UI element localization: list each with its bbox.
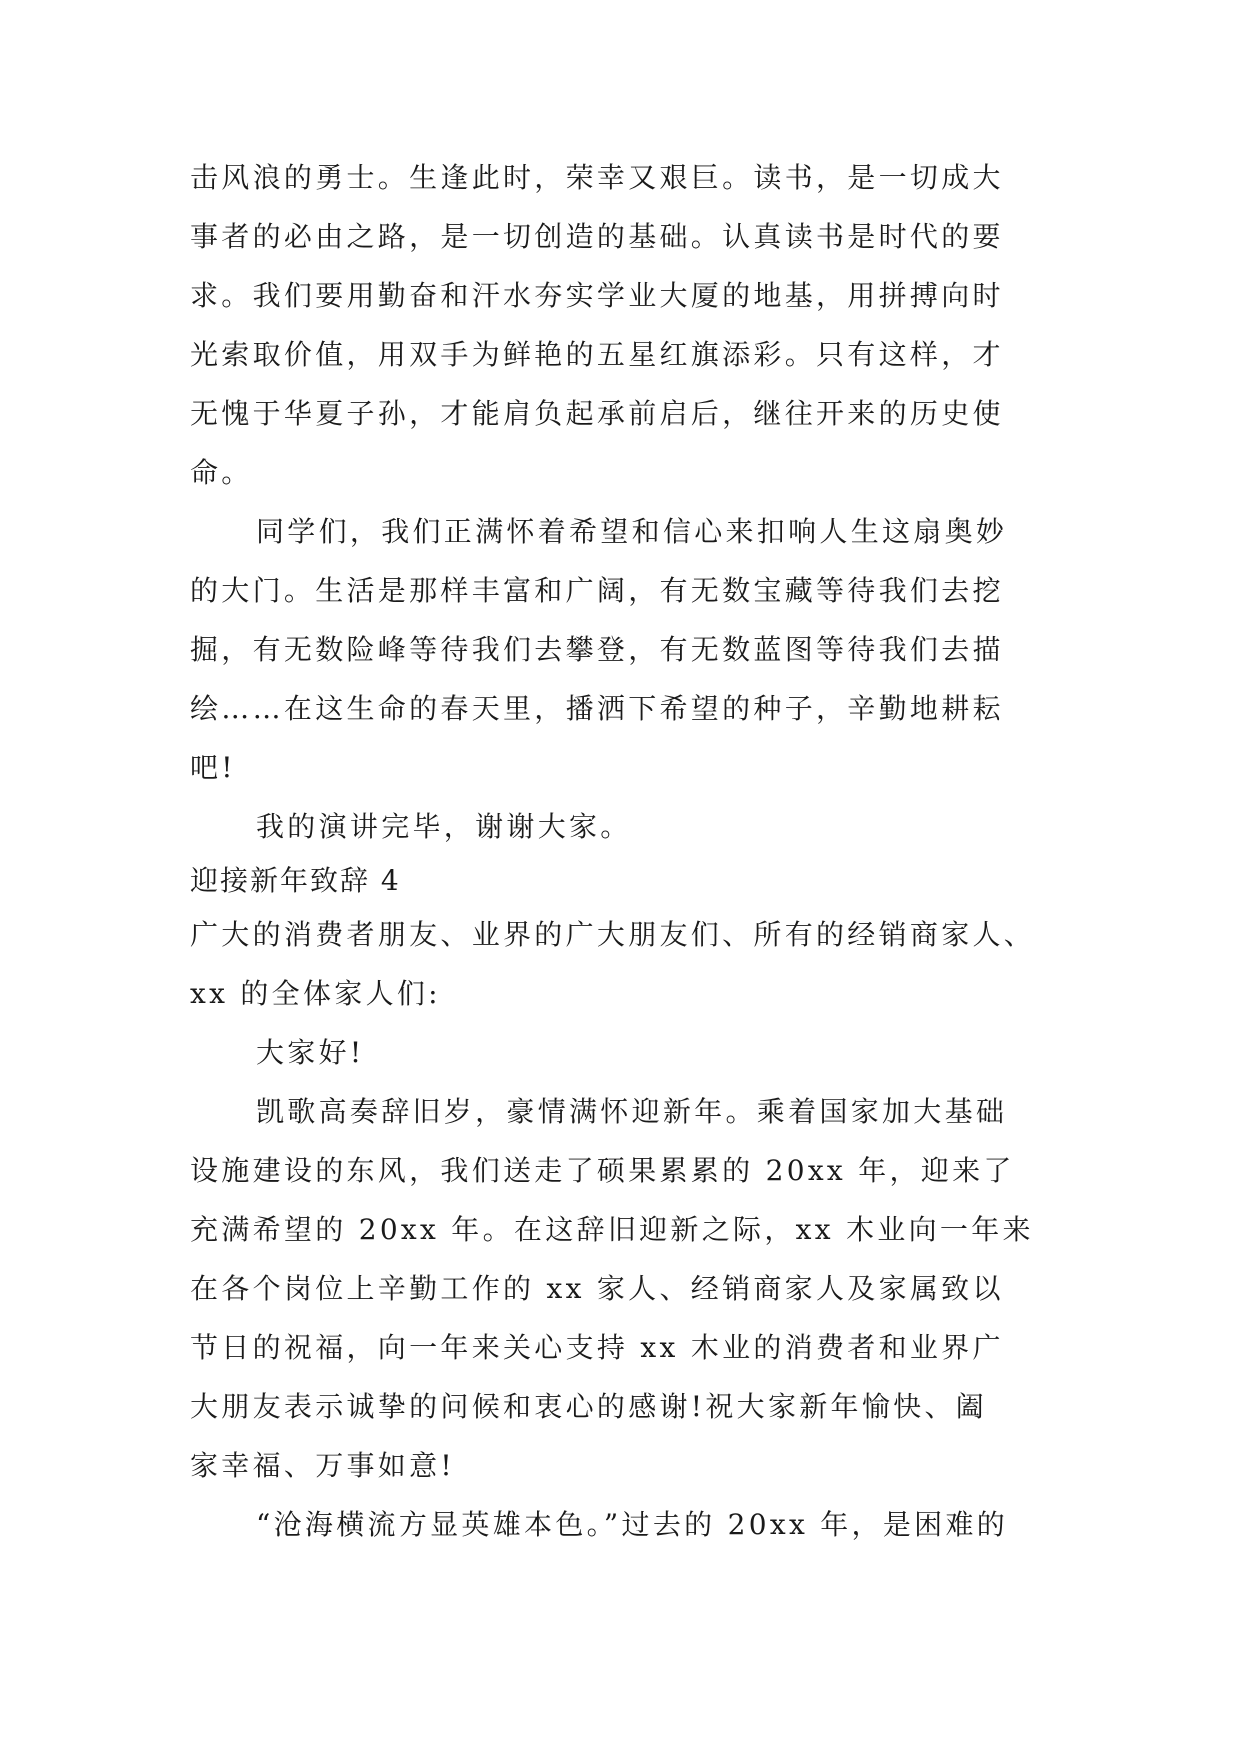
paragraph-start-line: 我的演讲完毕，谢谢大家。	[256, 810, 632, 843]
text-line: 绘……在这生命的春天里，播洒下希望的种子，辛勤地耕耘	[190, 692, 1004, 725]
text-line: 的大门。生活是那样丰富和广阔，有无数宝藏等待我们去挖	[190, 574, 1004, 607]
text-line: 在各个岗位上辛勤工作的 xx 家人、经销商家人及家属致以	[190, 1272, 1004, 1305]
text-line: 击风浪的勇士。生逢此时，荣幸又艰巨。读书，是一切成大	[190, 161, 1004, 194]
document-body	[190, 158, 1052, 1564]
text-line: 无愧于华夏子孙，才能肩负起承前启后，继往开来的历史使	[190, 397, 1004, 430]
paragraph-start-line: 凯歌高奏辞旧岁，豪情满怀迎新年。乘着国家加大基础	[256, 1095, 1008, 1128]
text-line: 家幸福、万事如意!	[190, 1449, 455, 1482]
text-line: 掘，有无数险峰等待我们去攀登，有无数蓝图等待我们去描	[190, 633, 1004, 666]
text-line: 设施建设的东风，我们送走了硕果累累的 20xx 年，迎来了	[190, 1154, 1015, 1187]
text-line: 充满希望的 20xx 年。在这辞旧迎新之际，xx 木业向一年来	[190, 1213, 1034, 1246]
text-line: 吧!	[190, 751, 236, 784]
text-line: 求。我们要用勤奋和汗水夯实学业大厦的地基，用拼搏向时	[190, 279, 1004, 312]
salutation-line: xx 的全体家人们:	[190, 977, 441, 1010]
text-line: 命。	[190, 456, 253, 489]
paragraph-start-line: “沧海横流方显英雄本色。”过去的 20xx 年，是困难的	[256, 1508, 1009, 1541]
text-line: 光索取价值，用双手为鲜艳的五星红旗添彩。只有这样，才	[190, 338, 1004, 371]
greeting-line: 大家好!	[256, 1036, 365, 1069]
paragraph-start-line: 同学们，我们正满怀着希望和信心来扣响人生这扇奥妙	[256, 515, 1008, 548]
section-heading: 迎接新年致辞 4	[190, 864, 401, 897]
salutation-line: 广大的消费者朋友、业界的广大朋友们、所有的经销商家人、	[190, 918, 1036, 951]
text-line: 事者的必由之路，是一切创造的基础。认真读书是时代的要	[190, 220, 1004, 253]
text-line: 节日的祝福，向一年来关心支持 xx 木业的消费者和业界广	[190, 1331, 1004, 1364]
text-line: 大朋友表示诚挚的问候和衷心的感谢!祝大家新年愉快、阖	[190, 1390, 988, 1423]
